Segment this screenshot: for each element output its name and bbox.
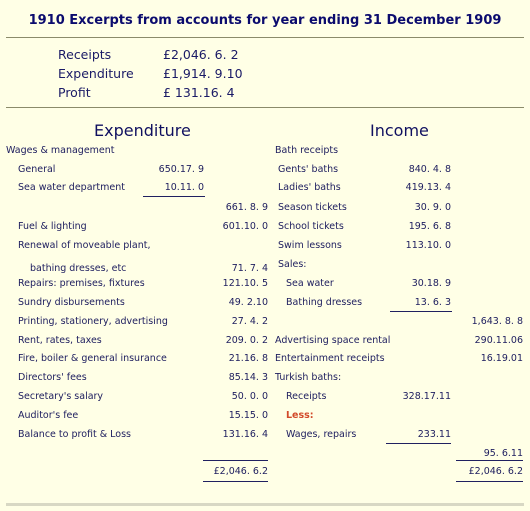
rent-label: Rent, rates, taxes (18, 335, 102, 346)
underline (386, 443, 451, 444)
wages-subtotal-value: 661. 8. 9 (225, 202, 268, 213)
auditor-fee-value: 15.15. 0 (228, 410, 268, 421)
rent-value: 209. 0. 2 (225, 335, 268, 346)
directors-fees-label: Directors' fees (18, 372, 87, 383)
summary-profit-value: £ 131.16. 4 (163, 85, 235, 100)
less-label: Less: (286, 410, 314, 421)
swim-lessons-value: 113.10. 0 (405, 240, 451, 251)
wages-repairs-value: 233.11 (417, 429, 451, 440)
balance-value: 131.16. 4 (222, 429, 268, 440)
expenditure-total: £2,046. 6.2 (213, 466, 268, 477)
fuel-lighting-label: Fuel & lighting (18, 221, 87, 232)
general-label: General (18, 164, 56, 175)
balance-label: Balance to profit & Loss (18, 429, 131, 440)
renewal-label-2: bathing dresses, etc (30, 263, 127, 274)
school-tickets-label: School tickets (278, 221, 344, 232)
divider (6, 37, 524, 38)
wages-repairs-label: Wages, repairs (286, 429, 357, 440)
sales-label: Sales: (278, 259, 307, 270)
advertising-label: Advertising space rental (275, 335, 391, 346)
turkish-net-value: 95. 6.11 (483, 448, 523, 459)
wages-management-label: Wages & management (6, 145, 115, 156)
expenditure-heading: Expenditure (94, 121, 191, 140)
repairs-label: Repairs: premises, fixtures (18, 278, 145, 289)
summary-expenditure-label: Expenditure (58, 66, 134, 81)
secretary-salary-label: Secretary's salary (18, 391, 104, 402)
printing-value: 27. 4. 2 (231, 316, 268, 327)
general-value: 650.17. 9 (158, 164, 204, 175)
auditor-fee-label: Auditor's fee (18, 410, 79, 421)
entertainment-value: 16.19.01 (480, 353, 523, 364)
swim-lessons-label: Swim lessons (278, 240, 342, 251)
fire-insurance-value: 21.16. 8 (228, 353, 268, 364)
total-rule-top (203, 460, 268, 461)
summary-profit-label: Profit (58, 85, 91, 100)
school-tickets-value: 195. 6. 8 (408, 221, 451, 232)
fire-insurance-label: Fire, boiler & general insurance (18, 353, 167, 364)
secretary-salary-value: 50. 0. 0 (231, 391, 268, 402)
gents-baths-label: Gents' baths (278, 164, 339, 175)
advertising-value: 290.11.06 (474, 335, 523, 346)
printing-label: Printing, stationery, advertising (18, 316, 168, 327)
total-rule-top (456, 460, 523, 461)
sea-water-dept-value: 10.11. 0 (164, 182, 204, 193)
bath-receipts-label: Bath receipts (275, 145, 339, 156)
underline (390, 311, 452, 312)
turkish-receipts-label: Receipts (286, 391, 327, 402)
entertainment-label: Entertainment receipts (275, 353, 385, 364)
page-title: 1910 Excerpts from accounts for year ending 31 December 1909 (28, 13, 502, 28)
income-heading: Income (370, 121, 429, 140)
turkish-baths-label: Turkish baths: (275, 372, 342, 383)
sea-water-dept-label: Sea water department (18, 182, 126, 193)
directors-fees-value: 85.14. 3 (228, 372, 268, 383)
summary-receipts-value: £2,046. 6. 2 (163, 47, 239, 62)
fuel-lighting-value: 601.10. 0 (222, 221, 268, 232)
renewal-value: 71. 7. 4 (231, 263, 268, 274)
summary-expenditure-value: £1,914. 9.10 (163, 66, 243, 81)
turkish-receipts-value: 328.17.11 (402, 391, 451, 402)
ladies-baths-label: Ladies' baths (278, 182, 341, 193)
bathing-dresses-label: Bathing dresses (286, 297, 363, 308)
renewal-label: Renewal of moveable plant, (18, 240, 151, 251)
divider (6, 107, 524, 108)
gents-baths-value: 840. 4. 8 (408, 164, 451, 175)
income-total: £2,046. 6.2 (468, 466, 523, 477)
repairs-value: 121.10. 5 (222, 278, 268, 289)
total-rule-bottom (456, 481, 523, 482)
footer-divider (6, 503, 524, 506)
sea-water-label: Sea water (286, 278, 334, 289)
sundry-label: Sundry disbursements (18, 297, 125, 308)
bathing-dresses-value: 13. 6. 3 (414, 297, 451, 308)
bath-subtotal-value: 1,643. 8. 8 (471, 316, 523, 327)
total-rule-bottom (203, 481, 268, 482)
summary-receipts-label: Receipts (58, 47, 112, 62)
underline (143, 196, 205, 197)
season-tickets-value: 30. 9. 0 (414, 202, 451, 213)
ladies-baths-value: 419.13. 4 (405, 182, 451, 193)
sea-water-value: 30.18. 9 (411, 278, 451, 289)
sundry-value: 49. 2.10 (228, 297, 268, 308)
season-tickets-label: Season tickets (278, 202, 347, 213)
